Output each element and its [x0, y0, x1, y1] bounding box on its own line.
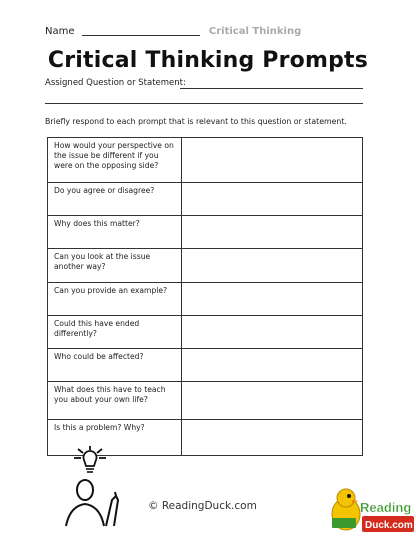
instructions: Briefly respond to each prompt that is relevant to this question or statement.: [45, 117, 347, 126]
assigned-field-line-2[interactable]: [45, 103, 363, 104]
prompt-text: Can you provide an example?: [48, 283, 182, 316]
table-row: [48, 216, 363, 249]
copyright-text: © ReadingDuck.com: [148, 500, 257, 512]
assigned-field[interactable]: [180, 88, 363, 89]
table-row: [48, 249, 363, 283]
name-field[interactable]: [82, 35, 200, 36]
prompts-table: [47, 137, 363, 456]
prompt-text: Who could be affected?: [48, 349, 182, 382]
thinking-person-icon: [60, 478, 130, 528]
table-row: [48, 183, 363, 216]
prompt-text: Is this a problem? Why?: [48, 420, 182, 456]
response-cell[interactable]: [182, 216, 363, 249]
reading-duck-logo: [326, 478, 416, 538]
response-cell[interactable]: [182, 420, 363, 456]
logo-text-bottom: Duck.com: [365, 520, 413, 531]
prompt-text: How would your perspective on the issue be different if you were on the opposing side?: [48, 138, 182, 183]
prompt-text: Could this have ended differently?: [48, 316, 182, 349]
prompt-text: Do you agree or disagree?: [48, 183, 182, 216]
response-cell[interactable]: [182, 249, 363, 283]
name-row: [45, 26, 301, 37]
table-row: [48, 349, 363, 382]
topic-label: Critical Thinking: [208, 26, 302, 37]
table-row: [48, 382, 363, 420]
lightbulb-icon: [70, 446, 110, 480]
assigned-label: Assigned Question or Statement:: [45, 78, 186, 88]
response-cell[interactable]: [182, 138, 363, 183]
prompt-text: What does this have to teach you about your own life?: [48, 382, 182, 420]
table-row: [48, 283, 363, 316]
response-cell[interactable]: [182, 382, 363, 420]
response-cell[interactable]: [182, 316, 363, 349]
response-cell[interactable]: [182, 283, 363, 316]
prompt-text: Why does this matter?: [48, 216, 182, 249]
page-title: Critical Thinking Prompts: [47, 48, 369, 73]
table-row: [48, 138, 363, 183]
prompt-text: Can you look at the issue another way?: [48, 249, 182, 283]
response-cell[interactable]: [182, 349, 363, 382]
table-row: [48, 316, 363, 349]
response-cell[interactable]: [182, 183, 363, 216]
name-label: Name: [45, 26, 75, 37]
logo-text-top: Reading: [360, 500, 412, 515]
